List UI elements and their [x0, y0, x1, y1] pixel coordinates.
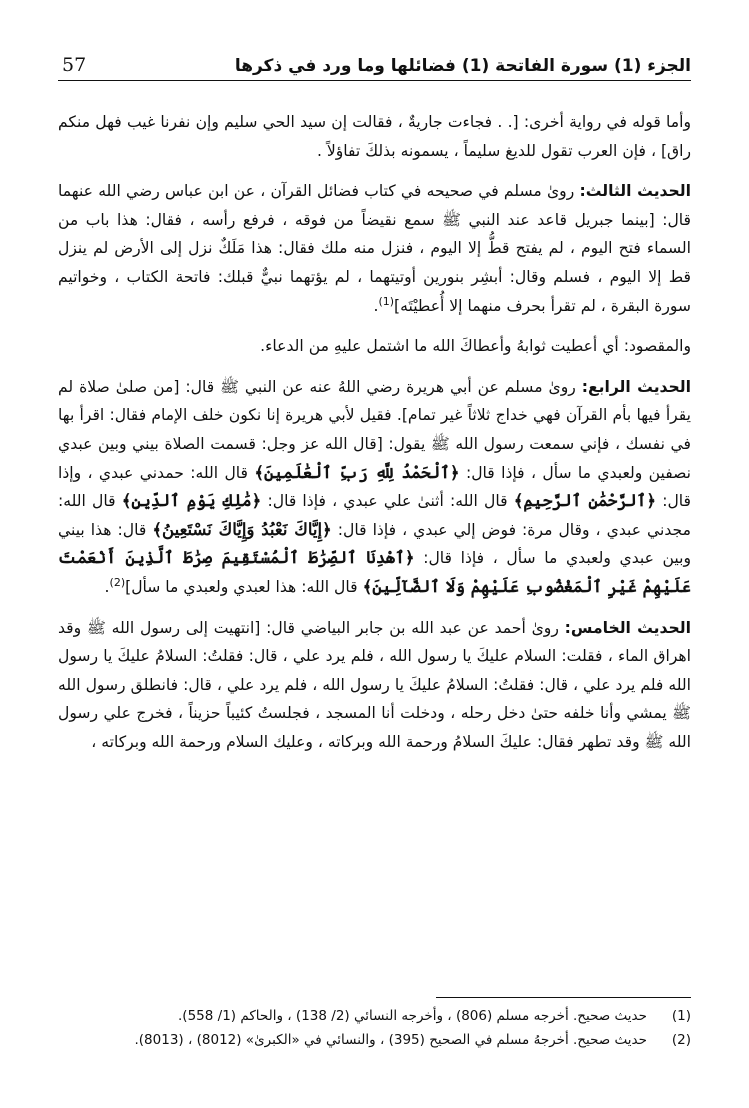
footnote-number: (2): [671, 1032, 691, 1048]
sentence-end: .: [373, 296, 379, 315]
page-number: 57: [62, 54, 87, 76]
hadith-text: روىٰ أحمد عن عبد الله بن جابر البياضي قال: [انتهيت إلى رسول الله ﷺ وقد اهراق الماء ، فقلت: السلام عليكَ يا رسول الله ، فلم يرد علي ، قال: فقلتُ: السلامُ عليكَ يا رسول الله فلم يرد علي ، قال: فقلتُ: السلامُ عليكَ يا رسول الله ، فلم يرد علي ، قال: فانطلق رسول الله ﷺ يمشي وأنا خلفه حتىٰ دخل رحله ، ودخلت أنا المسجد ، فجلستُ كئيباً حزيناً ، فخرج علي رسول الله ﷺ وقد تطهر فقال: عليكَ السلامُ ورحمة الله وبركاته ، وعليك السلام ورحمة الله وبركاته ،: [58, 618, 691, 751]
hadith-text: روىٰ مسلم في صحيحه في كتاب فضائل القرآن ، عن ابن عباس رضي الله عنهما قال: [بينما جبريل قاعد عند النبي ﷺ سمع نقيضاً من فوقه ، فرفع رأسه ، فقال: هذا باب من السماء فتح اليوم ، لم يفتح قطُّ إلا اليوم ، فنزل منه ملك فقال: هذا مَلَكٌ نزل إلى الأرض لم ينزل قط إلا اليوم ، فسلم وقال: أبشِر بنورين أوتيتهما ، لم يؤتهما نبيٌّ قبلك: فاتحة الكتاب ، وخواتيم سورة البقرة ، لم تقرأ بحرف منهما إلا أُعطيْتَه]: [58, 182, 691, 315]
quran-verse: ﴿ٱلرَّحْمَٰنِ ٱلرَّحِيمِ﴾: [513, 491, 657, 511]
quran-verse: ﴿ٱهْدِنَا ٱلصِّرَٰطَ ٱلْمُسْتَقِيمَ صِرَٰطَ ٱلَّذِينَ أَنْعَمْتَ عَلَيْهِمْ غَيْرِ ٱلْمَغْضُوبِ عَلَيْهِمْ وَلَا ٱلضَّآلِّينَ﴾: [58, 548, 691, 596]
sentence-end: .: [104, 577, 110, 596]
paragraph-hadith-4: [58, 373, 691, 602]
quran-verse: ﴿ٱلْحَمْدُ لِلَّهِ رَبِّ ٱلْعَٰلَمِينَ﴾: [254, 462, 460, 482]
footnote-number: (1): [671, 1008, 691, 1024]
hadith-text: روىٰ مسلم عن أبي هريرة رضي اللهُ عنه عن النبي ﷺ قال: [من صلىٰ صلاة لم يقرأ فيها بأم القرآن فهي خداج ثلاثاً غير تمام]. فقيل لأبي هريرة إنا نكون خلف الإمام فقال: اقرأ بها في نفسك ، فإني سمعت رسول الله ﷺ يقول: [قال الله عز وجل: قسمت الصلاة بيني وبين عبدي نصفين ولعبدي ما سأل ، فإذا قال:: [58, 377, 691, 482]
hadith-title: الحديث الخامس:: [564, 618, 691, 637]
footnote-item: [58, 1004, 691, 1028]
paragraph-1: وأما قوله في رواية أخرى: [. . فجاءت جاريةٌ ، فقالت إن سيد الحي سليم وإن نفرنا غيب فهل منكم راق] ، فإن العرب تقول للديغ سليماً ، يسمونه بذلكَ تفاؤلاً .: [58, 113, 691, 160]
footnotes: [58, 1004, 691, 1052]
footnote-item: [58, 1028, 691, 1052]
footnote-text: حديث صحيح. أخرجه مسلم (806) ، وأخرجه النسائي (2/ 138) ، والحاكم (1/ 558).: [178, 1008, 647, 1024]
footnote-ref-2: (2): [109, 575, 126, 589]
quran-verse: ﴿مَٰلِكِ يَوْمِ ٱلدِّينِ﴾: [121, 491, 262, 511]
paragraph-hadith-3: [58, 177, 691, 320]
hadith-text: قال الله: مجدني عبدي ، وقال مرة: فوض إلي عبدي ، فإذا قال:: [58, 492, 691, 539]
hadith-title: الحديث الرابع:: [581, 377, 691, 396]
hadith-text: قال الله: حمدني عبدي ، وإذا قال:: [58, 463, 691, 511]
footnote-text: حديث صحيح. أخرجهُ مسلم في الصحيح (395) ، والنسائي في «الكبرىٰ» (8012) ، (8013).: [134, 1032, 647, 1048]
page-body: [58, 108, 691, 768]
footnote-ref-1: (1): [378, 294, 395, 308]
footnote-rule: [436, 997, 691, 998]
paragraph-hadith-5: [58, 614, 691, 757]
hadith-title: الحديث الثالث:: [579, 182, 691, 201]
running-head: الجزء (1) سورة الفاتحة (1) فضائلها وما ورد في ذكرها: [234, 56, 691, 76]
hadith-text: قال الله: هذا لعبدي ولعبدي ما سأل]: [125, 577, 358, 596]
quran-verse: ﴿إِيَّاكَ نَعْبُدُ وَإِيَّاكَ نَسْتَعِينُ﴾: [152, 519, 332, 539]
header-rule: [58, 80, 691, 81]
hadith-text: قال الله: أثنىٰ علي عبدي ، فإذا قال:: [267, 492, 508, 511]
page-header: [62, 44, 691, 76]
paragraph-explanation: والمقصود: أي أعطيت ثوابهُ وأعطاكَ الله ما اشتمل عليهِ من الدعاء.: [260, 337, 691, 356]
hadith-text: قال: هذا بيني وبين عبدي ولعبدي ما سأل ، فإذا قال:: [58, 520, 691, 568]
